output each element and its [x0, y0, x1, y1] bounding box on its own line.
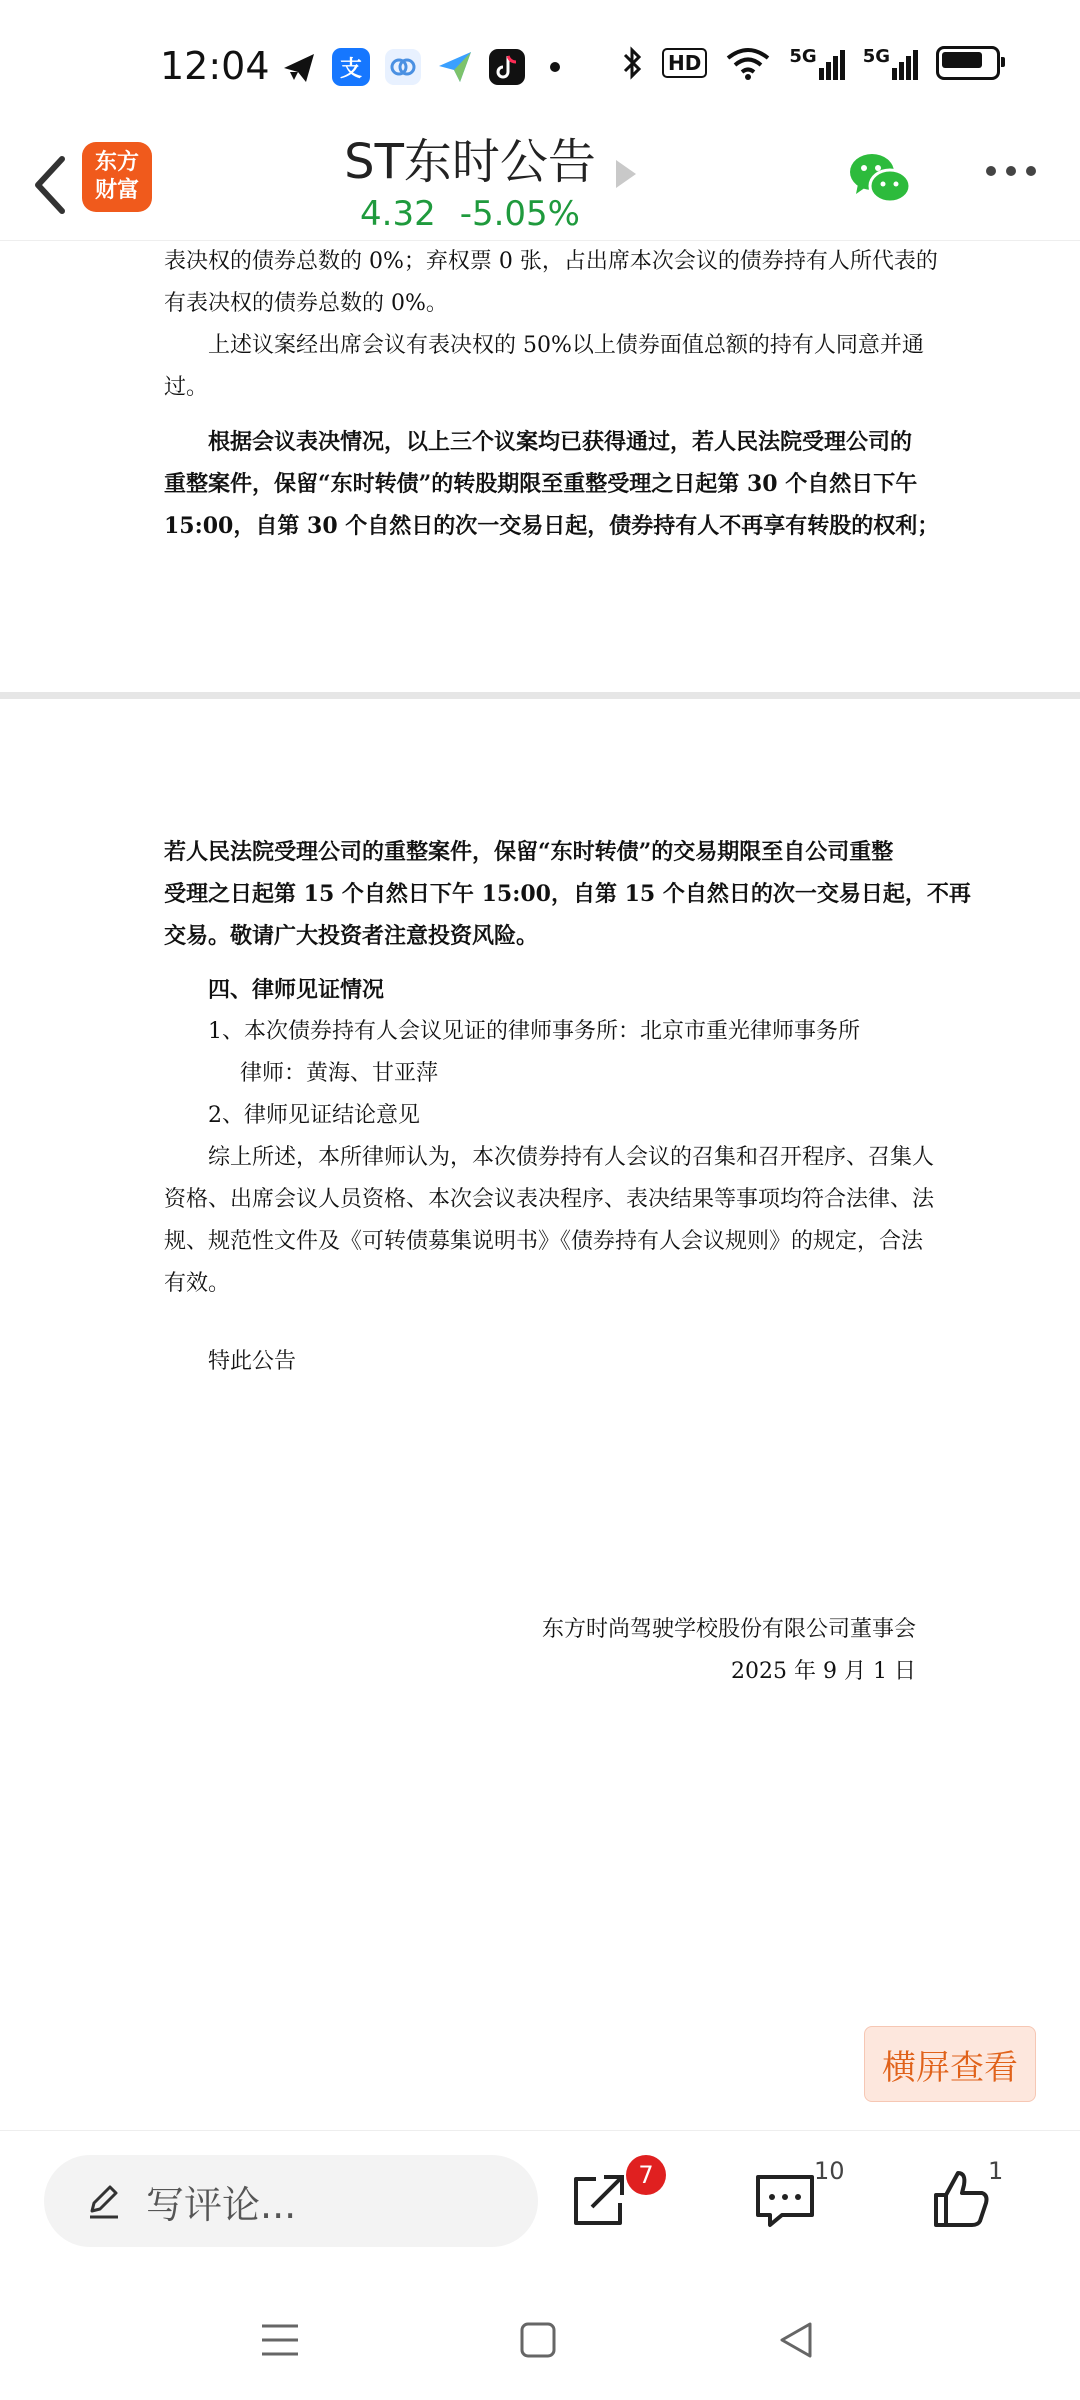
- status-system-icons: [622, 46, 1000, 80]
- stock-price: 4.32: [360, 194, 436, 234]
- bottom-toolbar: [0, 2130, 1080, 2281]
- doc-line: 2、律师见证结论意见: [208, 1103, 420, 1128]
- eastmoney-logo[interactable]: [82, 142, 152, 212]
- doc-line-bold: 重整案件，保留“东时转债”的转股期限至重整受理之日起第 30 个自然日下午: [164, 471, 918, 497]
- alipay-icon: 支: [332, 48, 370, 86]
- system-nav-bar: [0, 2280, 1080, 2400]
- comment-placeholder: 写评论...: [146, 2182, 297, 2227]
- section-heading: 四、律师见证情况: [208, 977, 385, 1003]
- doc-line-bold: 受理之日起第 15 个自然日下午 15:00，自第 15 个自然日的次一交易日起，不再: [164, 881, 971, 907]
- doc-line: 1、本次债券持有人会议见证的律师事务所：北京市重光律师事务所: [208, 1019, 860, 1044]
- wifi-icon: [725, 46, 771, 80]
- doc-line-bold: 交易。敬请广大投资者注意投资风险。: [164, 923, 539, 949]
- share-icon[interactable]: [566, 2167, 632, 2233]
- triangle-right-icon[interactable]: [616, 160, 636, 188]
- status-bar: [0, 0, 1080, 130]
- pencil-icon: [84, 2181, 124, 2221]
- thumbs-up-icon[interactable]: [928, 2167, 994, 2233]
- doc-line: 有效。: [164, 1271, 231, 1296]
- doc-line-bold: 若人民法院受理公司的重整案件，保留“东时转债”的交易期限至自公司重整: [164, 839, 894, 865]
- paper-plane-app-icon: [436, 48, 474, 86]
- comment-icon[interactable]: [752, 2167, 818, 2233]
- page-separator: [0, 692, 1080, 699]
- doc-line: 律师：黄海、甘亚萍: [240, 1061, 439, 1086]
- comment-count: 10: [814, 2157, 845, 2185]
- signal-5g-1-icon: 5G: [789, 46, 844, 80]
- menu-icon: [260, 2322, 300, 2358]
- status-time: 12:04: [160, 44, 270, 88]
- battery-icon: [936, 46, 1000, 80]
- swirl-app-icon: [384, 48, 422, 86]
- square-home-icon: [518, 2320, 558, 2360]
- signature-date: 2025 年 9 月 1 日: [731, 1659, 916, 1684]
- nav-home-button[interactable]: [508, 2310, 568, 2370]
- stock-change: -5.05%: [459, 194, 580, 234]
- hd-voice-icon: HD: [662, 48, 707, 78]
- logo-line-1: 东方: [94, 150, 139, 175]
- doc-line: 上述议案经出席会议有表决权的 50%以上债券面值总额的持有人同意并通: [208, 333, 924, 358]
- nav-menu-button[interactable]: [250, 2310, 310, 2370]
- back-button[interactable]: [20, 140, 80, 230]
- doc-line: 有表决权的债券总数的 0%。: [164, 291, 448, 316]
- landscape-view-button[interactable]: 横屏查看: [864, 2026, 1036, 2102]
- signature-company: 东方时尚驾驶学校股份有限公司董事会: [541, 1617, 916, 1642]
- doc-line-bold: 根据会议表决情况，以上三个议案均已获得通过，若人民法院受理公司的: [208, 429, 913, 455]
- signal-5g-2-icon: 5G: [863, 46, 918, 80]
- doc-line: 表决权的债券总数的 0%；弃权票 0 张，占出席本次会议的债券持有人所代表的: [164, 249, 938, 274]
- triangle-back-icon: [776, 2320, 816, 2360]
- doc-line: 过。: [164, 375, 209, 400]
- wechat-share-icon[interactable]: [848, 150, 912, 206]
- telegram-like-icon: [280, 48, 318, 86]
- more-options-icon[interactable]: [986, 166, 1036, 176]
- comment-input[interactable]: [44, 2155, 538, 2247]
- bluetooth-icon: [622, 46, 644, 80]
- status-app-icons: [280, 48, 560, 86]
- app-header: [0, 130, 1080, 241]
- logo-line-2: 财富: [94, 178, 139, 203]
- doc-line-bold: 15:00，自第 30 个自然日的次一交易日起，债券持有人不再享有转股的权利；: [164, 513, 940, 539]
- doc-line: 规、规范性文件及《可转债募集说明书》《债券持有人会议规则》的规定，合法: [164, 1229, 924, 1254]
- doc-line: 资格、出席会议人员资格、本次会议表决程序、表决结果等事项均符合法律、法: [164, 1187, 935, 1212]
- chevron-left-icon: [30, 155, 70, 215]
- like-count: 1: [988, 2157, 1004, 2185]
- tiktok-icon: [488, 48, 526, 86]
- closing-text: 特此公告: [208, 1349, 297, 1374]
- stock-title-block[interactable]: [300, 130, 640, 236]
- page-title: ST东时公告: [344, 134, 596, 190]
- nav-back-button[interactable]: [766, 2310, 826, 2370]
- notification-dot-icon: [550, 62, 560, 72]
- share-count-badge: 7: [626, 2155, 666, 2195]
- doc-line: 综上所述，本所律师认为，本次债券持有人会议的召集和召开程序、召集人: [208, 1145, 935, 1170]
- stock-quote: [300, 192, 640, 236]
